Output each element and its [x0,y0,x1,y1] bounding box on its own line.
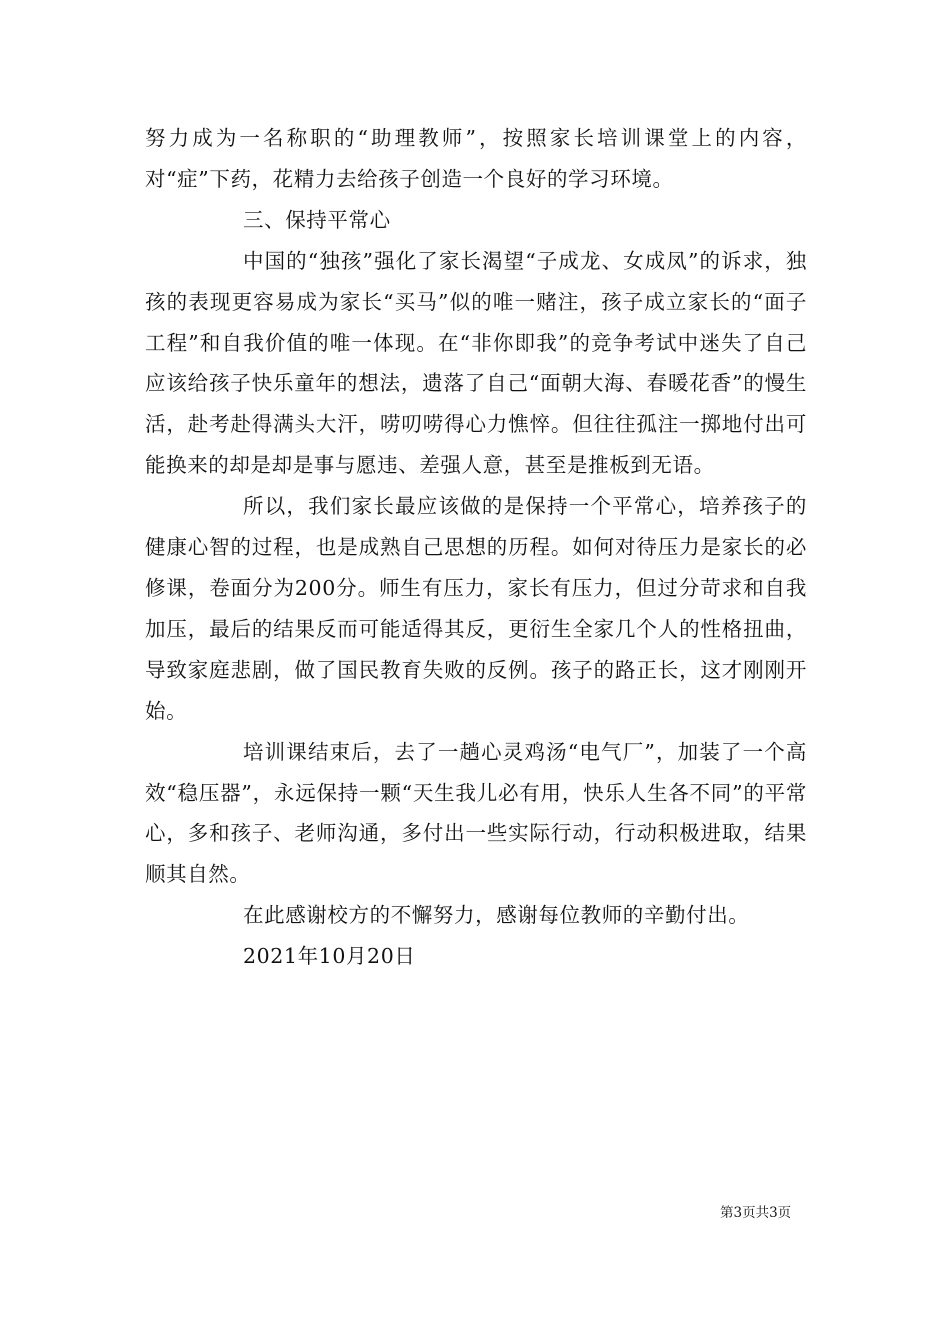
document-body [145,118,807,977]
paragraph: 所以，我们家长最应该做的是保持一个平常心，培养孩子的健康心智的过程，也是成熟自己思想的历程。如何对待压力是家长的必修课，卷面分为200分。师生有压力，家长有压力，但过分苛求和自我加压，最后的结果反而可能适得其反，更衍生全家几个人的性格扭曲，导致家庭悲剧，做了国民教育失败的反例。孩子的路正长，这才刚刚开始。 [145,494,807,723]
section-heading: 三、保持平常心 [243,207,391,232]
thanks-line: 在此感谢校方的不懈努力，感谢每位教师的辛勤付出。 [243,903,750,928]
paragraph: 中国的“独孩”强化了家长渴望“子成龙、女成凤”的诉求，独孩的表现更容易成为家长“买马”似的唯一赌注，孩子成立家长的“面子工程”和自我价值的唯一体现。在“非你即我”的竞争考试中迷失了自己应该给孩子快乐童年的想法，遗落了自己“面朝大海、春暖花香”的慢生活，赴考赴得满头大汗，唠叨唠得心力憔悴。但往往孤注一掷地付出可能换来的却是却是事与愿违、差强人意，甚至是推板到无语。 [145,248,807,478]
date-line: 2021年10月20日 [243,944,416,969]
paragraph: 培训课结束后，去了一趟心灵鸡汤“电气厂”，加装了一个高效“稳压器”，永远保持一颗“天生我儿必有用，快乐人生各不同”的平常心，多和孩子、老师沟通，多付出一些实际行动，行动积极进取，结果顺其自然。 [145,739,807,887]
page-number-footer: 第3页共3页 [720,1205,792,1221]
paragraph-continuation: 努力成为一名称职的“助理教师”，按照家长培训课堂上的内容，对“症”下药，花精力去给孩子创造一个良好的学习环境。 [145,126,807,191]
